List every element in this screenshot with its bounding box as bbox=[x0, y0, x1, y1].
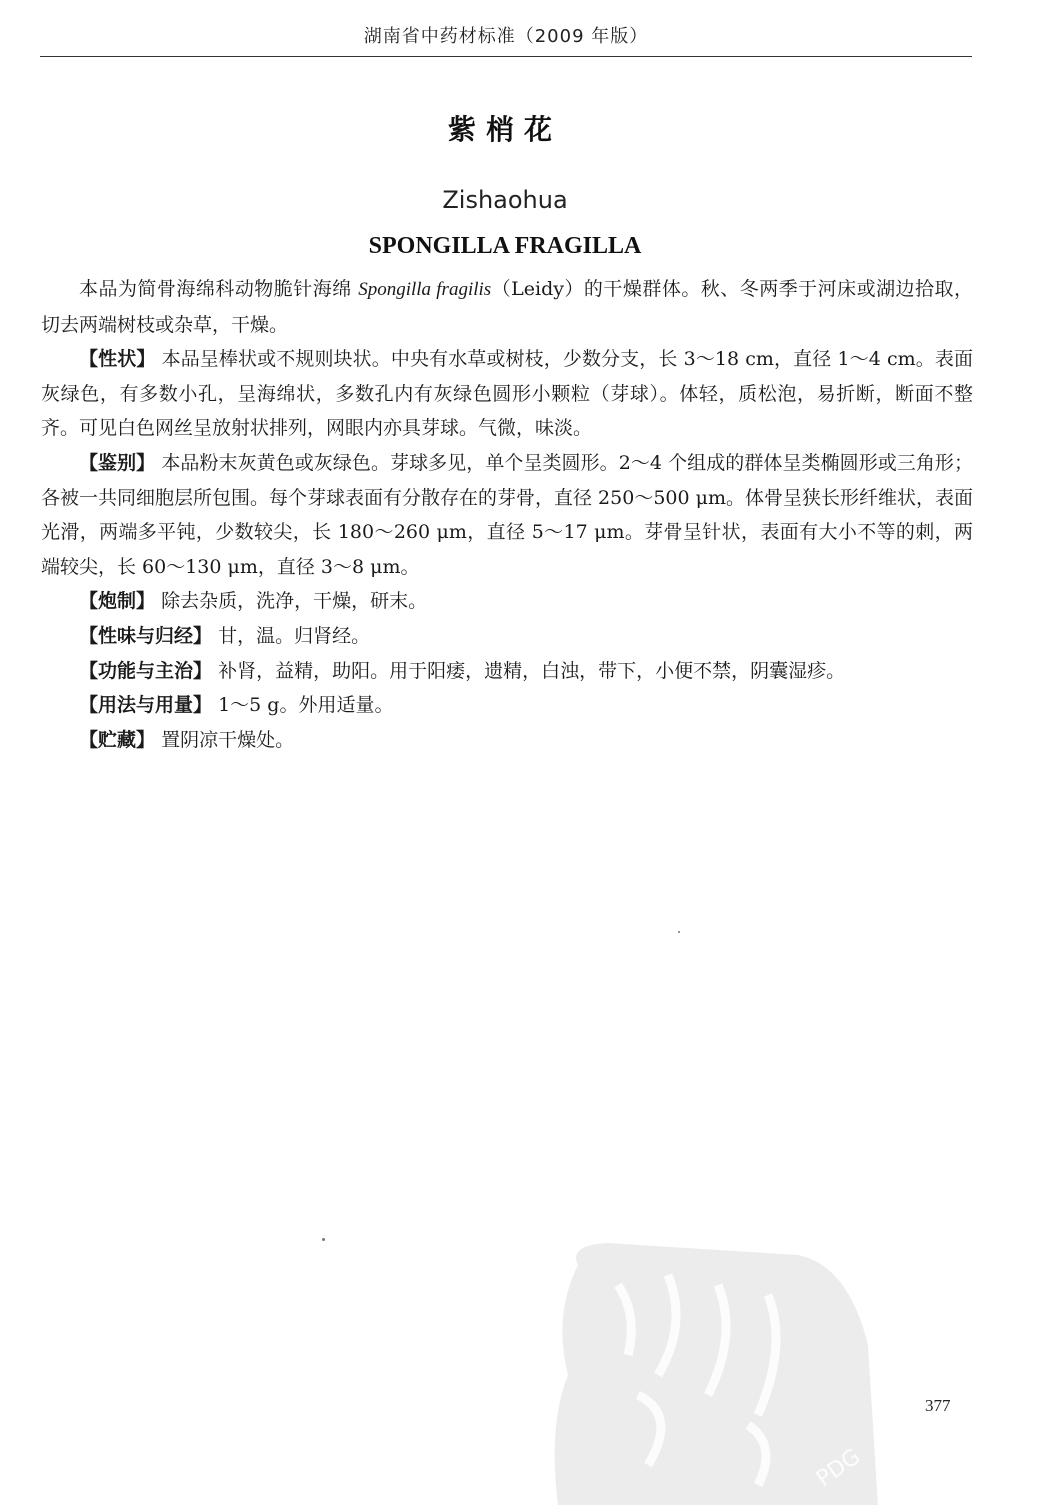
monograph-latin-name: SPONGILLA FRAGILLA bbox=[368, 233, 642, 259]
monograph-title: 紫梢花 bbox=[447, 113, 562, 146]
page-number: 377 bbox=[925, 1396, 951, 1415]
section-label: 【功能与主治】 bbox=[79, 659, 213, 682]
section-usage-dosage bbox=[41, 688, 973, 723]
monograph-pinyin: Zishaohua bbox=[442, 186, 568, 214]
section-nature-meridian bbox=[41, 619, 973, 654]
species-name: Spongilla fragilis bbox=[358, 279, 492, 300]
section-description bbox=[41, 342, 973, 446]
section-label: 【性味与归经】 bbox=[79, 624, 213, 647]
section-label: 【用法与用量】 bbox=[79, 694, 213, 717]
header-rule bbox=[40, 56, 972, 57]
section-identification bbox=[41, 446, 973, 584]
section-label: 【鉴别】 bbox=[79, 451, 156, 474]
monograph-body bbox=[41, 272, 973, 757]
section-label: 【性状】 bbox=[79, 348, 156, 371]
intro-text: 本品为简骨海绵科动物脆针海绵 bbox=[79, 278, 352, 300]
section-text: 甘，温。归肾经。 bbox=[218, 624, 371, 647]
section-label: 【炮制】 bbox=[79, 590, 156, 613]
intro-text-cont: （Leidy）的干燥群体。秋、冬两季于河床或湖边拾取，切去两端树枝或杂草，干燥。 bbox=[41, 278, 973, 336]
section-processing bbox=[41, 584, 973, 619]
seal-text: PDG bbox=[812, 1444, 866, 1492]
section-label: 【贮藏】 bbox=[79, 728, 156, 751]
section-storage bbox=[41, 723, 973, 758]
section-text: 本品粉末灰黄色或灰绿色。芽球多见，单个呈类圆形。2～4 个组成的群体呈类椭圆形或三角形；各被一共同细胞层所包围。每个芽球表面有分散存在的芽骨，直径 250～500 μm。体骨呈狭长形纤维状，表面光滑，两端多平钝，少数较尖，长 180～260 μm，直径 5～17 μm。芽骨呈针状，表面有大小不等的刺，两端较尖，长 60～130 μm，直径 3～8 μm。 bbox=[41, 451, 973, 578]
section-text: 置阴凉干燥处。 bbox=[161, 728, 295, 751]
scan-speck bbox=[322, 1238, 325, 1241]
watermark-seal bbox=[548, 1225, 888, 1505]
section-text: 除去杂质，洗净，干燥，研末。 bbox=[161, 590, 428, 613]
intro-paragraph bbox=[41, 272, 973, 342]
section-text: 1～5 g。外用适量。 bbox=[218, 694, 394, 717]
section-functions bbox=[41, 654, 973, 689]
scan-speck bbox=[678, 931, 680, 933]
section-text: 补肾，益精，助阳。用于阳痿，遗精，白浊，带下，小便不禁，阴囊湿疹。 bbox=[218, 659, 846, 682]
running-header: 湖南省中药材标准（2009 年版） bbox=[363, 26, 649, 47]
section-text: 本品呈棒状或不规则块状。中央有水草或树枝，少数分支，长 3～18 cm，直径 1～4 cm。表面灰绿色，有多数小孔，呈海绵状，多数孔内有灰绿色圆形小颗粒（芽球）。体轻，质松泡，易折断，断面不整齐。可见白色网丝呈放射状排列，网眼内亦具芽球。气微，味淡。 bbox=[41, 348, 973, 440]
